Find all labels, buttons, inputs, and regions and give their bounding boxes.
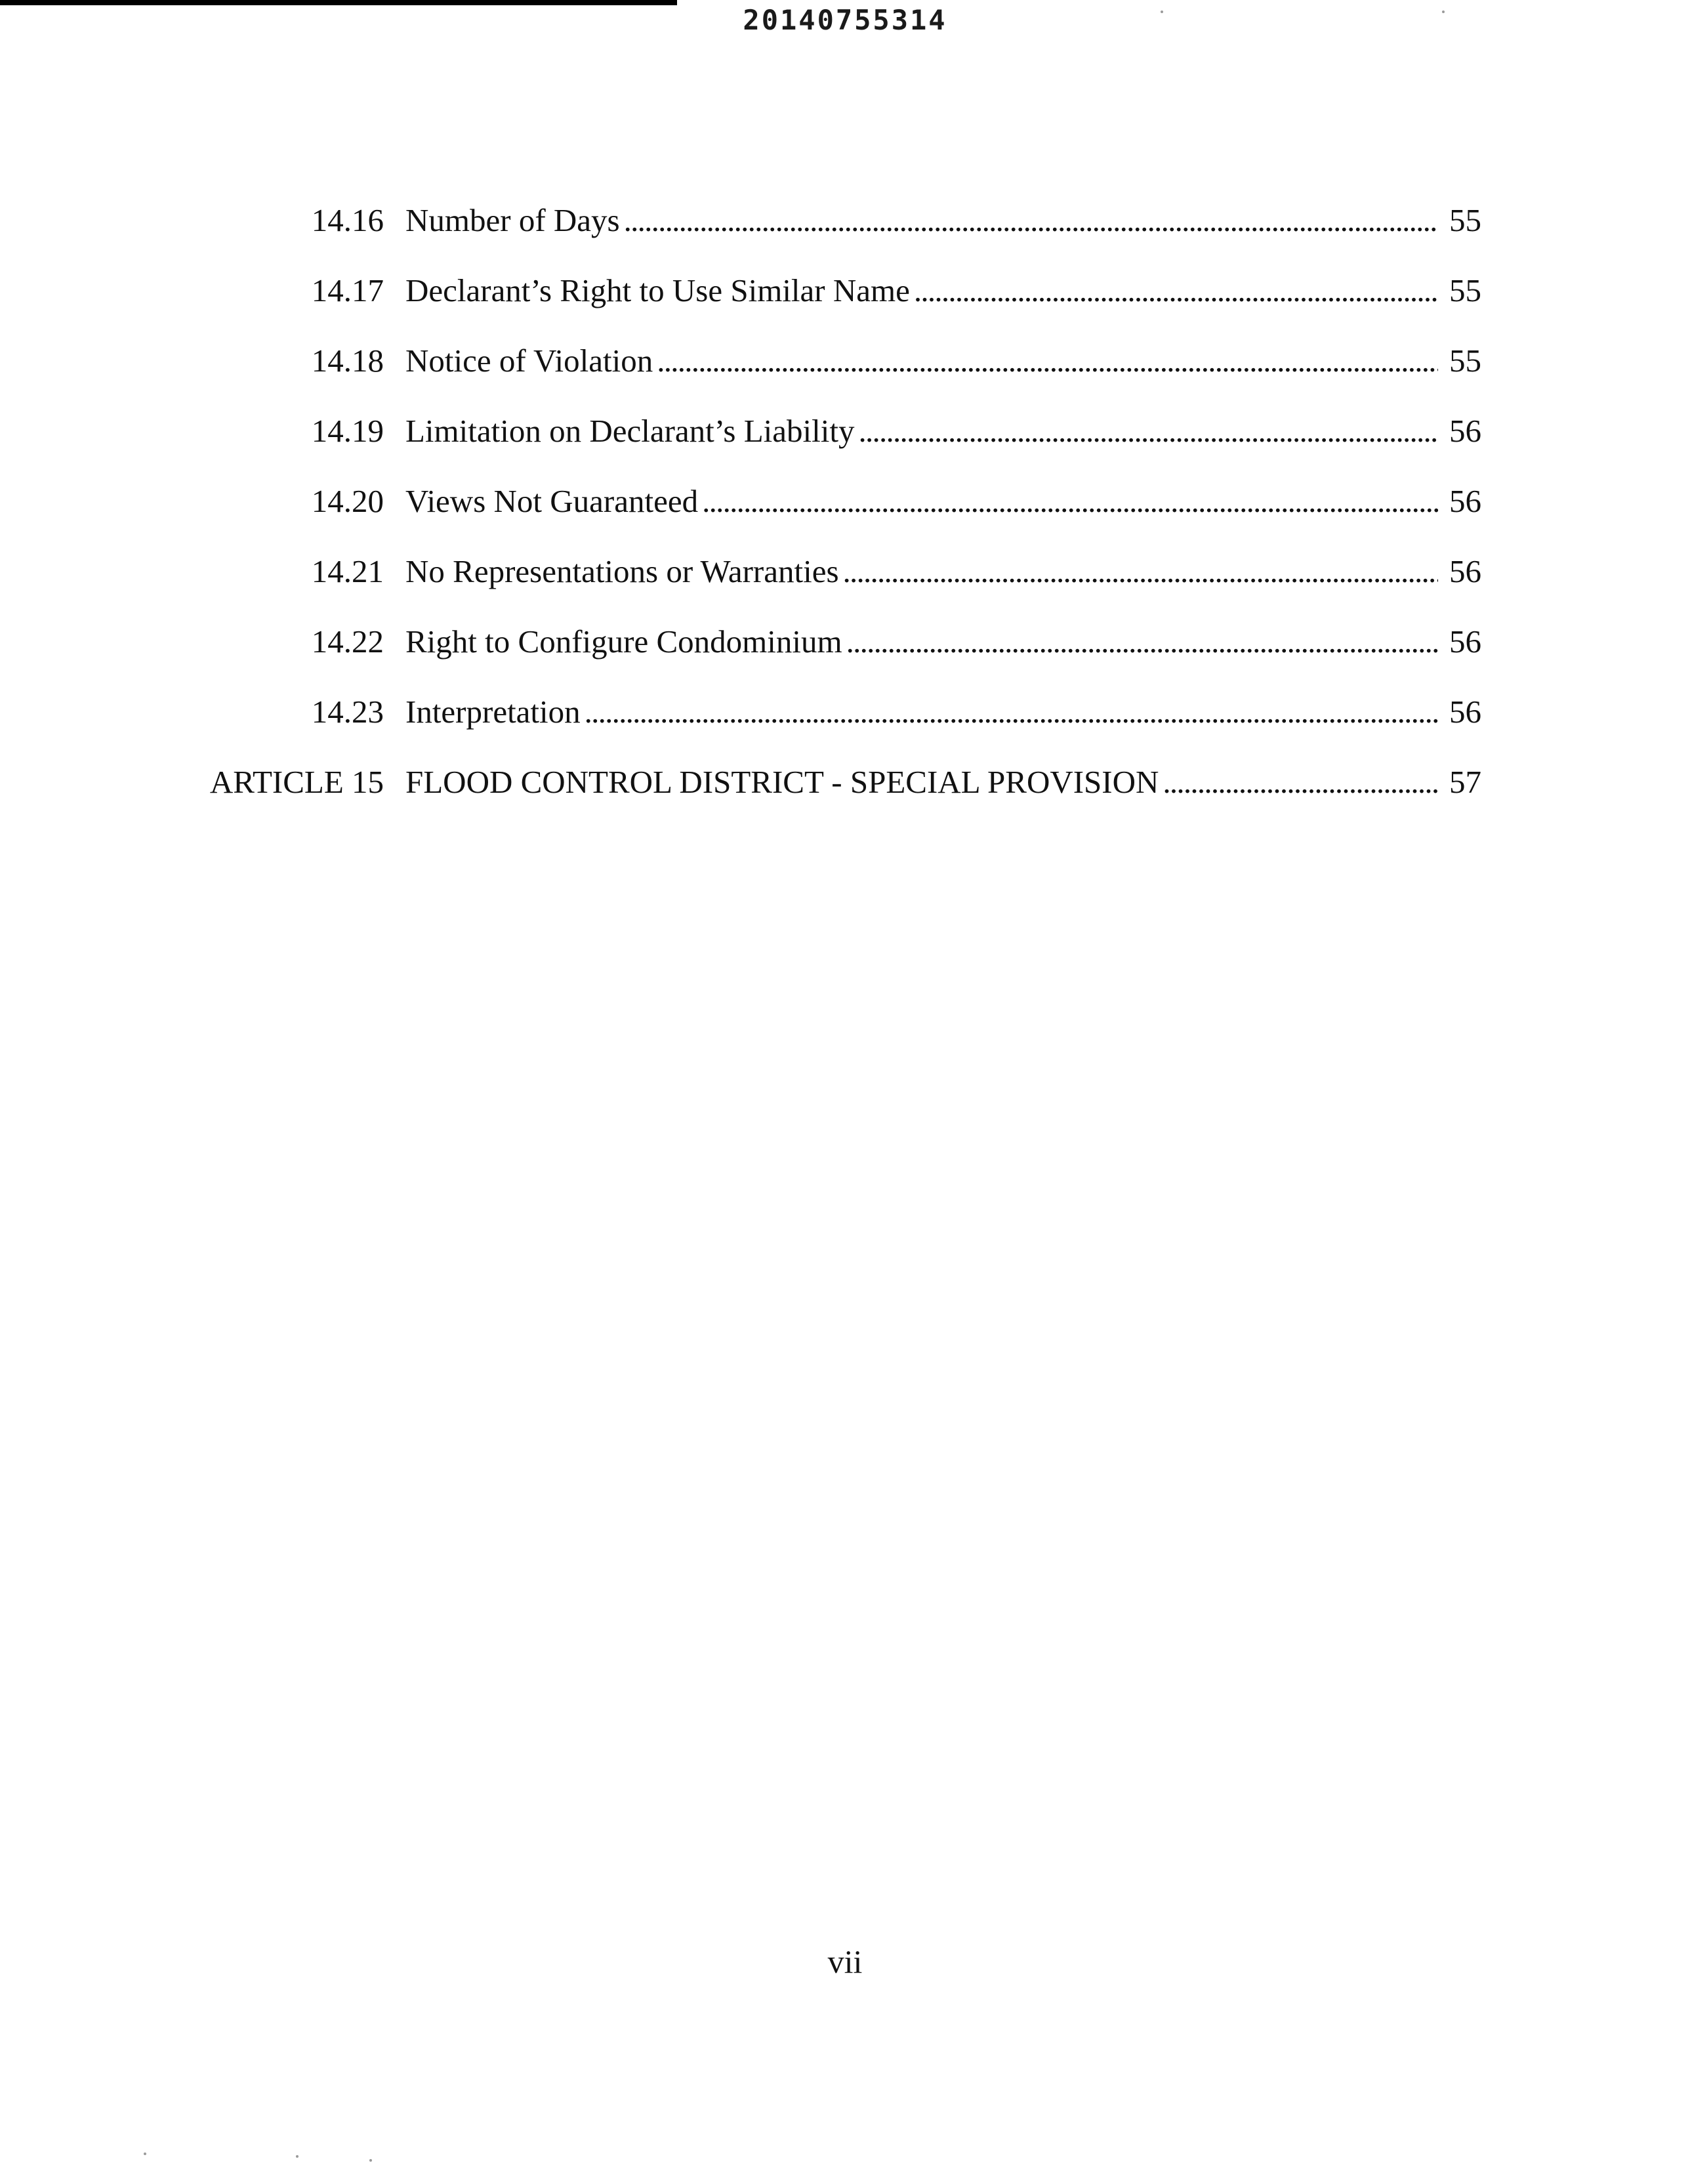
toc-dot-leader [846, 616, 1438, 668]
toc-entry-line [405, 475, 1481, 528]
document-number: 20140755314 [743, 4, 947, 36]
toc-entry-number: 14.16 [311, 202, 384, 238]
toc-dot-leader [702, 475, 1438, 528]
page-number: vii [827, 1943, 863, 1980]
toc-entry-page: 56 [1449, 553, 1481, 589]
toc-dot-leader [585, 686, 1438, 738]
toc-entry-number: ARTICLE 15 [209, 764, 384, 800]
toc-entry-line [405, 335, 1481, 387]
toc-entry-number: 14.19 [311, 413, 384, 449]
toc-entry-line [405, 405, 1481, 457]
toc-entry-title: Limitation on Declarant’s Liability [405, 413, 855, 449]
toc-entry-page: 55 [1449, 272, 1481, 308]
toc-entry-line [405, 194, 1481, 247]
toc-dot-leader [624, 194, 1438, 247]
toc-entry-line [405, 264, 1481, 317]
toc-entry [0, 686, 1690, 738]
toc-entry-title: Views Not Guaranteed [405, 483, 699, 519]
toc-entry-title: Declarant’s Right to Use Similar Name [405, 272, 910, 308]
toc-entry-number: 14.20 [311, 483, 384, 519]
toc-entry-number: 14.21 [311, 553, 384, 589]
toc-entry-page: 56 [1449, 483, 1481, 519]
toc-entry-page: 56 [1449, 413, 1481, 449]
toc-dot-leader [657, 335, 1438, 387]
toc-dot-leader [1163, 756, 1438, 808]
toc-entry-number: 14.23 [311, 694, 384, 730]
toc-entry-line [405, 545, 1481, 598]
toc-entry-page: 55 [1449, 343, 1481, 379]
scan-speck [369, 2159, 372, 2162]
toc-entry-line [405, 756, 1481, 808]
toc-entry-page: 57 [1449, 764, 1481, 800]
toc-entry-number: 14.17 [311, 272, 384, 308]
toc-dot-leader [914, 264, 1438, 317]
toc-entry [0, 264, 1690, 317]
toc-entry-title: FLOOD CONTROL DISTRICT - SPECIAL PROVISION [405, 764, 1159, 800]
toc-entry-page: 56 [1449, 694, 1481, 730]
toc-entry [0, 405, 1690, 457]
toc-entry [0, 194, 1690, 247]
toc-entry [0, 475, 1690, 528]
scan-speck [1161, 10, 1163, 13]
toc-entry-title: Right to Configure Condominium [405, 623, 842, 660]
scan-speck [296, 2155, 299, 2158]
toc-entry-title: No Representations or Warranties [405, 553, 839, 589]
toc-entry-page: 56 [1449, 623, 1481, 660]
toc-entry [0, 616, 1690, 668]
toc-dot-leader [843, 545, 1438, 598]
toc-entry-number: 14.18 [311, 343, 384, 379]
scan-speck [144, 2152, 146, 2155]
toc-entry-title: Interpretation [405, 694, 581, 730]
toc-entry-page: 55 [1449, 202, 1481, 238]
toc-entry-line [405, 616, 1481, 668]
toc-dot-leader [858, 405, 1438, 457]
toc-entry [0, 545, 1690, 598]
toc-entry-title: Number of Days [405, 202, 620, 238]
scan-speck [1442, 10, 1445, 13]
toc-entry [0, 335, 1690, 387]
toc-entry-line [405, 686, 1481, 738]
toc-entry-title: Notice of Violation [405, 343, 653, 379]
toc-article-entry [0, 756, 1690, 808]
toc-entry-number: 14.22 [311, 623, 384, 660]
